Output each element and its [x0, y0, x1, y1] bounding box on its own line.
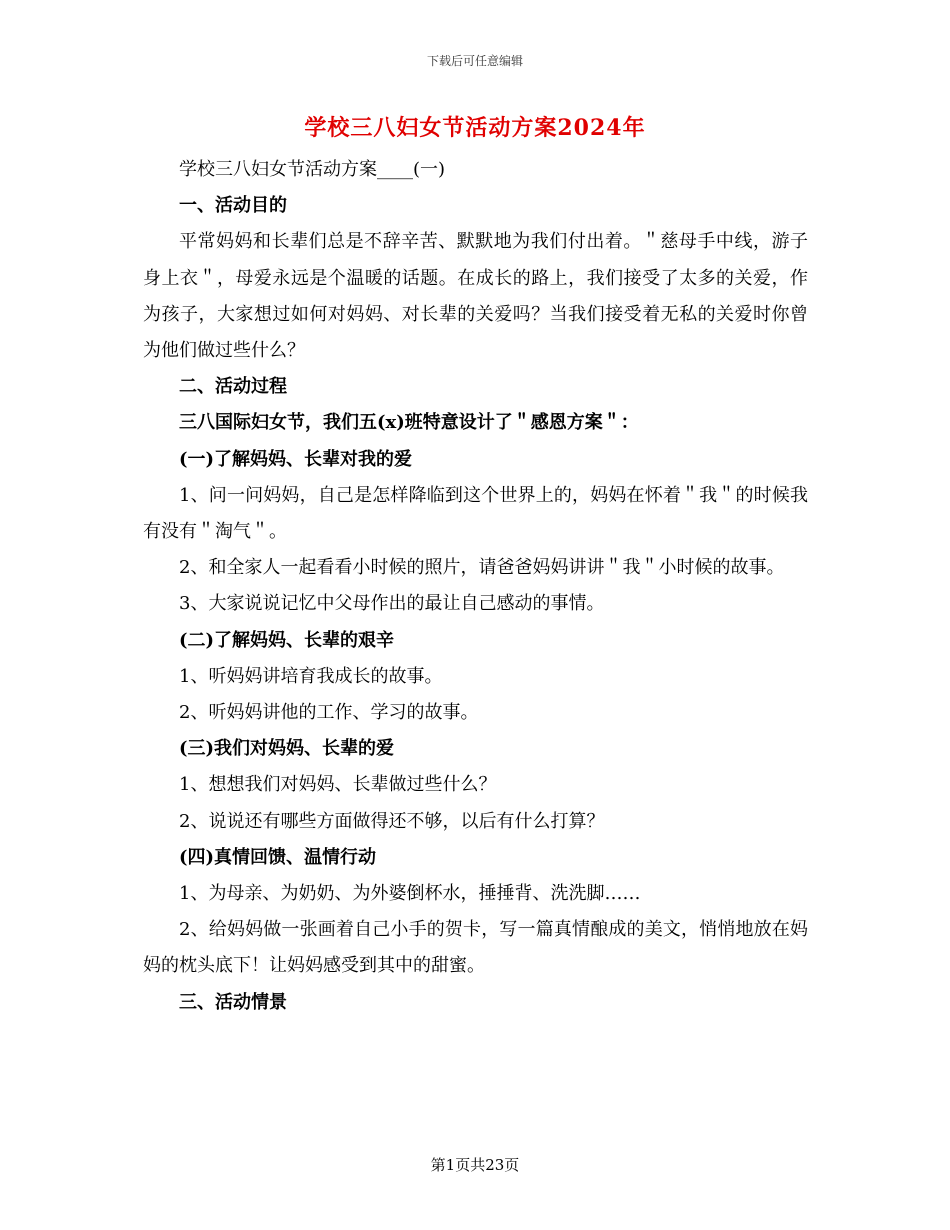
paragraph-purpose: 平常妈妈和长辈们总是不辞辛苦、默默地为我们付出着。＂慈母手中线，游子身上衣＂，母爱永远是个温暖的话题。在成长的路上，我们接受了太多的关爱，作为孩子，大家想过如何对妈妈、对长辈的关爱吗？当我们接受着无私的关爱时你曾为他们做过些什么？: [143, 231, 808, 362]
list-item: 2、给妈妈做一张画着自己小手的贺卡，写一篇真情酿成的美文，悄悄地放在妈妈的枕头底下！让妈妈感受到其中的甜蜜。: [143, 919, 808, 977]
paragraph-subtitle: 学校三八妇女节活动方案____(一): [179, 159, 446, 180]
list-item: 2、和全家人一起看看小时候的照片，请爸爸妈妈讲讲＂我＂小时候的故事。: [179, 557, 785, 579]
document-title: 学校三八妇女节活动方案2024年: [304, 115, 646, 141]
section-heading-purpose: 一、活动目的: [179, 195, 287, 217]
list-item: 2、说说还有哪些方面做得还不够，以后有什么打算？: [179, 810, 605, 832]
list-item: 1、问一问妈妈，自己是怎样降临到这个世界上的，妈妈在怀着＂我＂的时候我有没有＂淘气＂。: [143, 484, 808, 543]
list-item: 2、听妈妈讲他的工作、学习的故事。: [179, 702, 479, 724]
subheading-part-2: (二)了解妈妈、长辈的艰辛: [179, 629, 395, 651]
paragraph-plan-intro: 三八国际妇女节，我们五(x)班特意设计了＂感恩方案＂：: [179, 412, 639, 434]
page-footer-number: 第1页共23页: [430, 1156, 520, 1174]
section-heading-process: 二、活动过程: [179, 376, 287, 398]
list-item: 1、想想我们对妈妈、长辈做过些什么？: [179, 774, 497, 796]
document-body: [143, 152, 808, 1021]
list-item: 1、为母亲、为奶奶、为外婆倒杯水，捶捶背、洗洗脚……: [179, 883, 641, 905]
page-header-note: 下载后可任意编辑: [426, 54, 523, 68]
list-item: 1、听妈妈讲培育我成长的故事。: [179, 665, 443, 687]
subheading-part-3: (三)我们对妈妈、长辈的爱: [179, 738, 395, 760]
subheading-part-1: (一)了解妈妈、长辈对我的爱: [179, 448, 413, 470]
list-item: 3、大家说说记忆中父母作出的最让自己感动的事情。: [179, 593, 605, 615]
section-heading-scene: 三、活动情景: [179, 991, 287, 1013]
subheading-part-4: (四)真情回馈、温情行动: [179, 846, 377, 868]
